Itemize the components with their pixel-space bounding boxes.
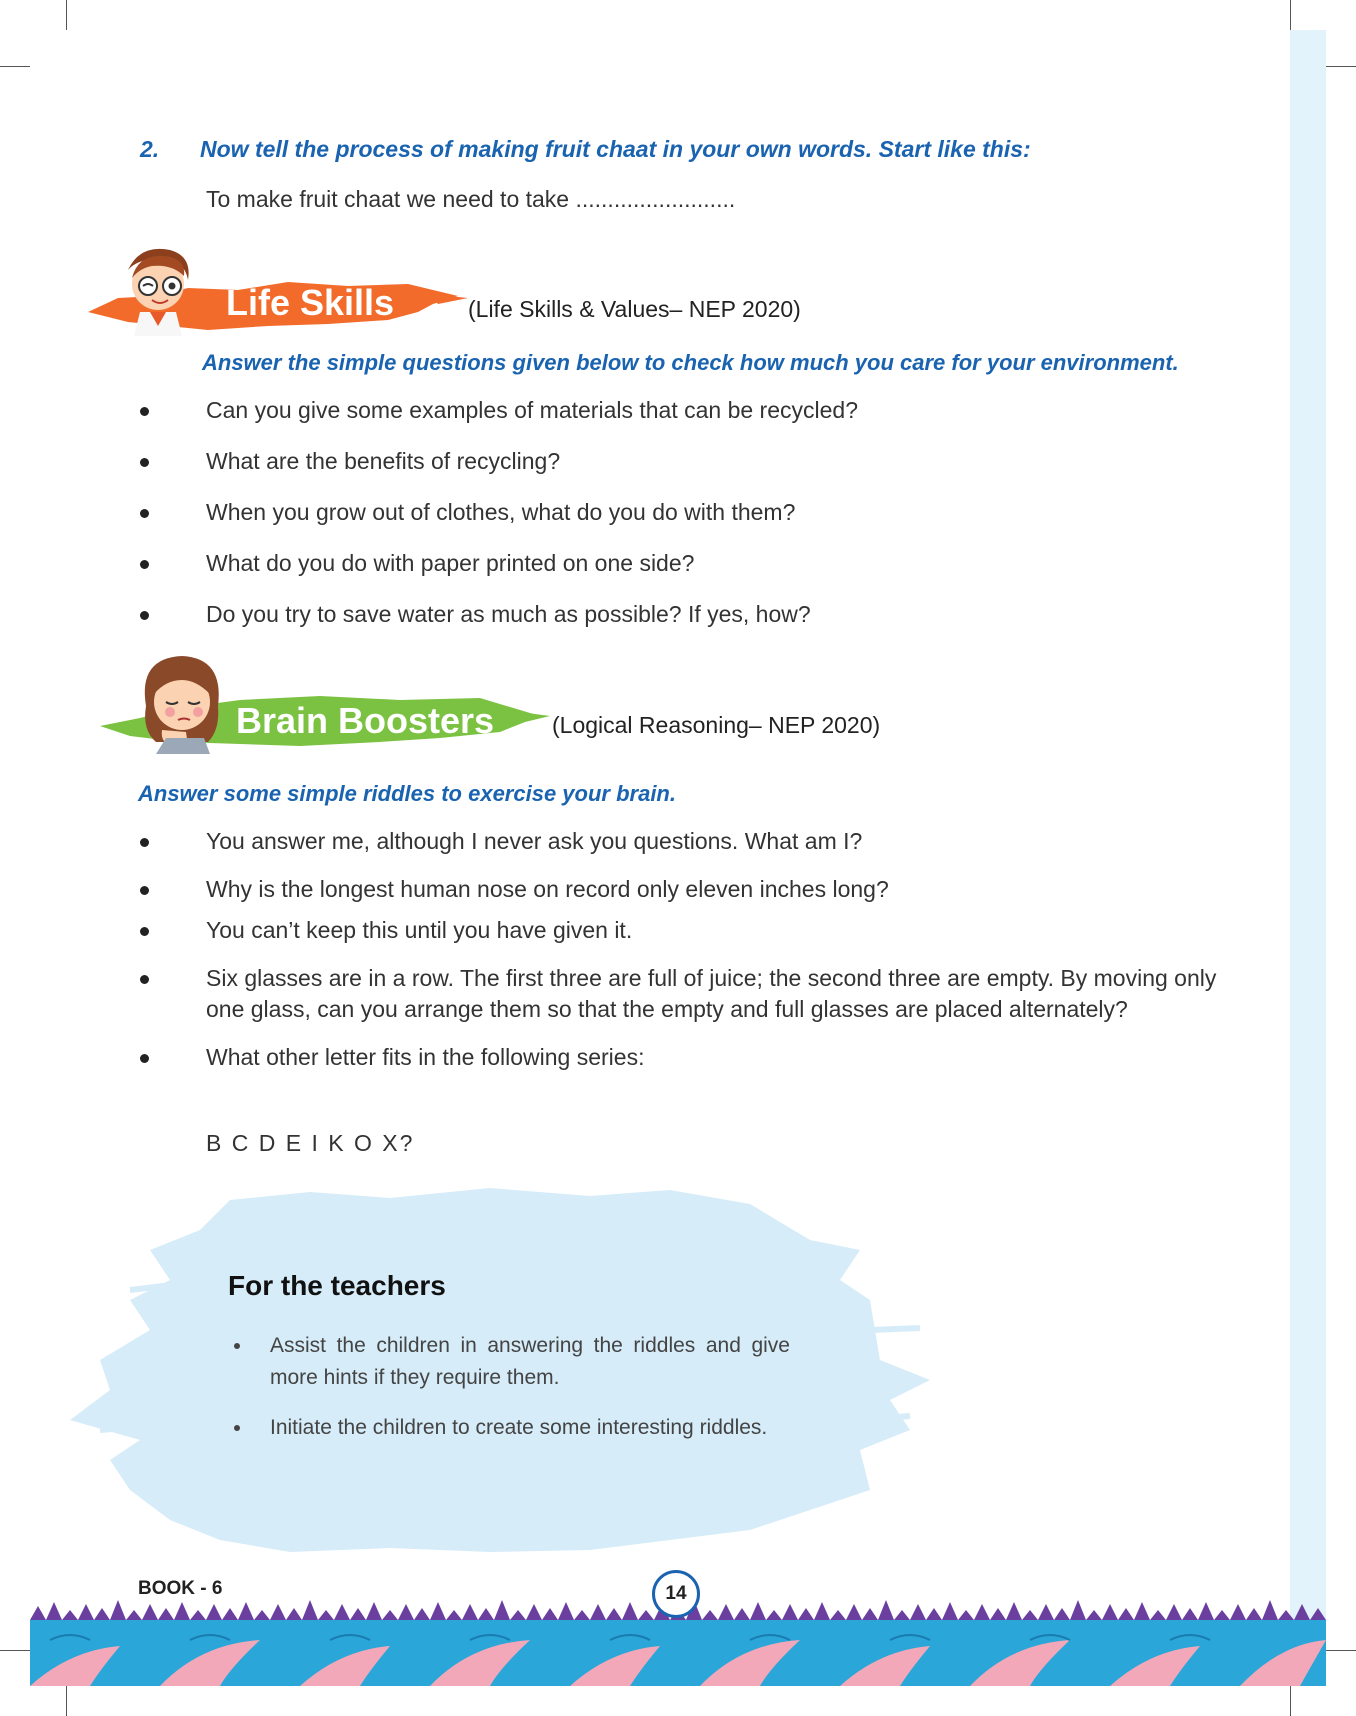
bullet-icon bbox=[140, 407, 149, 416]
life-skills-list bbox=[138, 395, 1246, 630]
girl-character-icon bbox=[145, 656, 219, 754]
list-item: You answer me, although I never ask you questions. What am I? bbox=[138, 826, 1246, 857]
crop-mark bbox=[66, 0, 67, 30]
brain-boosters-title: Brain Boosters bbox=[236, 700, 495, 741]
brain-boosters-list bbox=[138, 826, 1246, 1073]
crop-mark bbox=[1326, 66, 1356, 67]
question-number: 2. bbox=[140, 136, 160, 162]
life-skills-instruction: Answer the simple questions given below to check how much you care for your environment. bbox=[202, 350, 1179, 375]
list-item: Six glasses are in a row. The first three are full of juice; the second three are empty. By moving only one glass, can you arrange them so that the empty and full glasses are placed alternately? bbox=[138, 963, 1246, 1025]
list-item: Do you try to save water as much as possible? If yes, how? bbox=[138, 599, 1246, 630]
crop-mark bbox=[1290, 0, 1291, 30]
list-item: Why is the longest human nose on record only eleven inches long? bbox=[138, 874, 1246, 905]
list-item: What other letter fits in the following series: bbox=[138, 1042, 1246, 1073]
teacher-title: For the teachers bbox=[228, 1270, 446, 1301]
bullet-icon bbox=[140, 1054, 149, 1063]
bullet-icon bbox=[140, 560, 149, 569]
list-item: What are the benefits of recycling? bbox=[138, 446, 1246, 477]
life-skills-title: Life Skills bbox=[226, 282, 395, 323]
list-item: You can’t keep this until you have given it. bbox=[138, 915, 1246, 946]
bullet-icon bbox=[140, 458, 149, 467]
page-number: 14 bbox=[652, 1570, 700, 1618]
crop-mark bbox=[0, 1650, 30, 1651]
question-starter: To make fruit chaat we need to take ......................... bbox=[206, 186, 736, 212]
bullet-icon bbox=[140, 509, 149, 518]
bullet-icon bbox=[140, 927, 149, 936]
list-item: When you grow out of clothes, what do you do with them? bbox=[138, 497, 1246, 528]
bullet-icon bbox=[140, 611, 149, 620]
life-skills-note: (Life Skills & Values– NEP 2020) bbox=[468, 296, 801, 322]
list-item: Initiate the children to create some interesting riddles. bbox=[230, 1412, 790, 1444]
list-item: Can you give some examples of materials that can be recycled? bbox=[138, 395, 1246, 426]
brain-boosters-note: (Logical Reasoning– NEP 2020) bbox=[552, 712, 881, 738]
brain-boosters-instruction: Answer some simple riddles to exercise your brain. bbox=[138, 781, 676, 806]
bullet-icon bbox=[140, 975, 149, 984]
side-decoration-strip bbox=[1290, 30, 1326, 1686]
list-item: Assist the children in answering the riddles and give more hints if they require them. bbox=[230, 1330, 790, 1394]
list-item: What do you do with paper printed on one side? bbox=[138, 548, 1246, 579]
bullet-icon bbox=[140, 838, 149, 847]
letter-series: B C D E I K O X? bbox=[206, 1130, 415, 1156]
bullet-icon bbox=[234, 1343, 240, 1349]
question-text: Now tell the process of making fruit chaat in your own words. Start like this: bbox=[200, 136, 1031, 162]
book-label: BOOK - 6 bbox=[138, 1578, 223, 1599]
crop-mark bbox=[1326, 1650, 1356, 1651]
bullet-icon bbox=[140, 886, 149, 895]
crop-mark bbox=[0, 66, 30, 67]
bullet-icon bbox=[234, 1425, 240, 1431]
teacher-list bbox=[230, 1330, 790, 1462]
